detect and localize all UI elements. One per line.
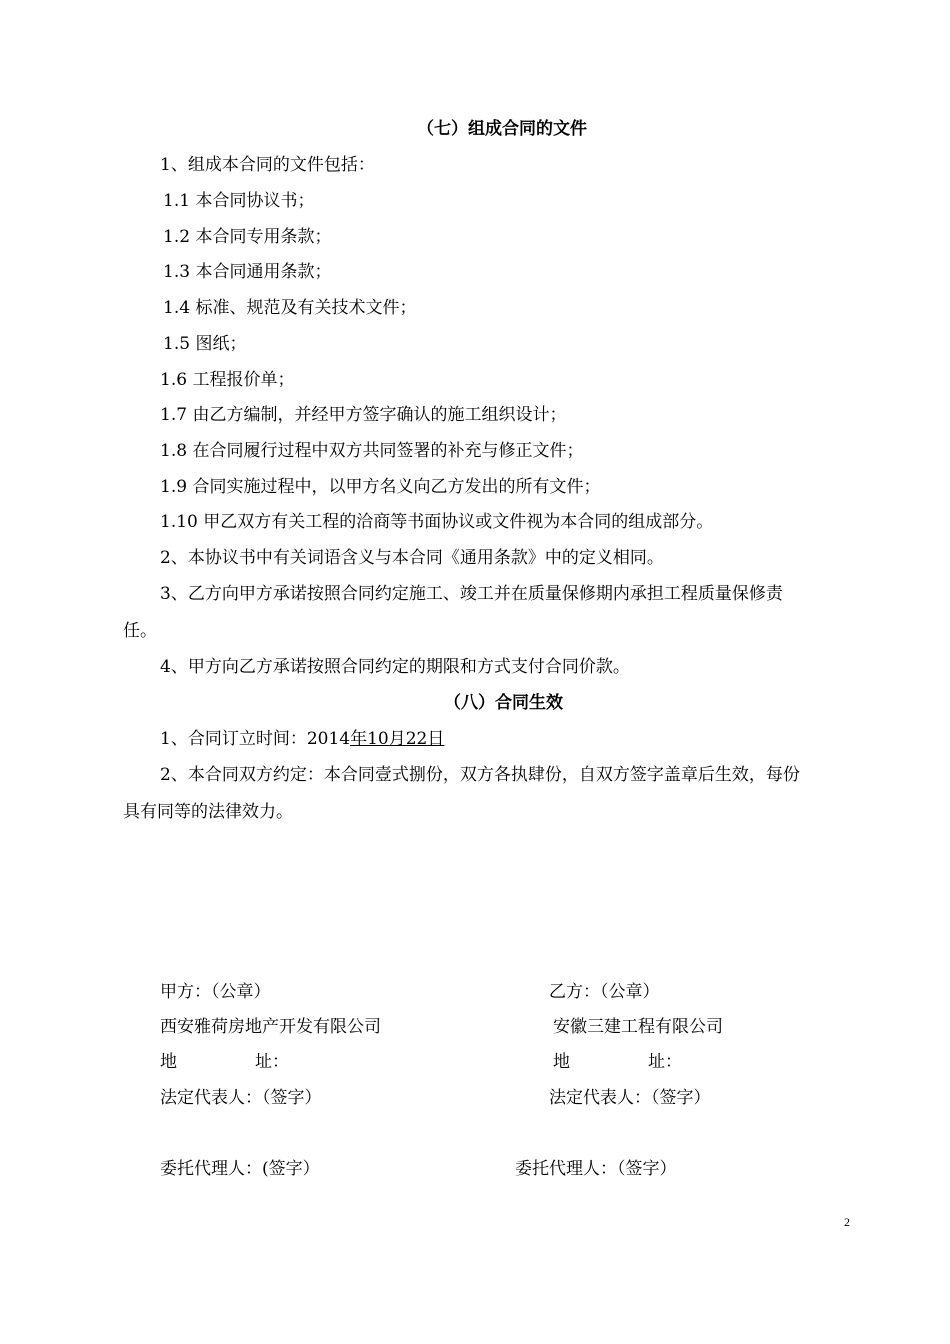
clause-4: 4、甲方向乙方承诺按照合同约定的期限和方式支付合同价款。 — [160, 657, 630, 677]
list-item: 1.9 合同实施过程中，以甲方名义向乙方发出的所有文件； — [160, 477, 601, 497]
section-7-heading: （七）组成合同的文件 — [417, 119, 587, 139]
party-a-label: 甲方：（公章） — [160, 982, 271, 1002]
party-b-legal-rep: 法定代表人：（签字） — [549, 1088, 711, 1108]
list-item: 1.1 本合同协议书； — [163, 191, 315, 211]
section-7-intro: 1、组成本合同的文件包括： — [160, 155, 375, 175]
section-8-heading: （八）合同生效 — [444, 693, 563, 713]
signing-date-label: 1、合同订立时间：2014 — [160, 729, 351, 749]
effectiveness-clause: 2、本合同双方约定：本合同壹式捌份，双方各执肆份，自双方签字盖章后生效，每份 — [160, 765, 800, 785]
page-number: 2 — [844, 1215, 850, 1229]
party-a-company: 西安雅荷房地产开发有限公司 — [160, 1017, 381, 1037]
effectiveness-clause-continuation: 具有同等的法律效力。 — [123, 802, 293, 822]
signing-date-line — [160, 728, 444, 750]
list-item: 1.6 工程报价单； — [160, 370, 295, 390]
party-a-legal-rep: 法定代表人：（签字） — [160, 1088, 322, 1108]
party-b-company: 安徽三建工程有限公司 — [553, 1017, 723, 1037]
list-item: 1.3 本合同通用条款； — [163, 262, 332, 282]
party-b-agent: 委托代理人：（签字） — [515, 1159, 677, 1179]
signing-date-value: 年10月22日 — [350, 729, 445, 749]
list-item: 1.2 本合同专用条款； — [163, 227, 332, 247]
clause-3: 3、乙方向甲方承诺按照合同约定施工、竣工并在质量保修期内承担工程质量保修责 — [160, 584, 783, 604]
list-item: 1.5 图纸； — [163, 334, 247, 354]
clause-3-continuation: 任。 — [123, 621, 157, 641]
clause-2: 2、本协议书中有关词语含义与本合同《通用条款》中的定义相同。 — [160, 548, 664, 568]
party-b-address-label-2: 址： — [648, 1052, 682, 1072]
party-b-address-label-1: 地 — [553, 1052, 570, 1072]
party-a-address-label-1: 地 — [160, 1052, 177, 1072]
party-a-agent: 委托代理人：(签字） — [160, 1159, 320, 1179]
list-item: 1.10 甲乙双方有关工程的洽商等书面协议或文件视为本合同的组成部分。 — [160, 512, 714, 532]
party-a-address-label-2: 址： — [255, 1052, 289, 1072]
party-b-label: 乙方：（公章） — [549, 982, 660, 1002]
list-item: 1.8 在合同履行过程中双方共同签署的补充与修正文件； — [160, 441, 584, 461]
list-item: 1.7 由乙方编制，并经甲方签字确认的施工组织设计； — [160, 405, 567, 425]
list-item: 1.4 标准、规范及有关技术文件； — [163, 298, 417, 318]
